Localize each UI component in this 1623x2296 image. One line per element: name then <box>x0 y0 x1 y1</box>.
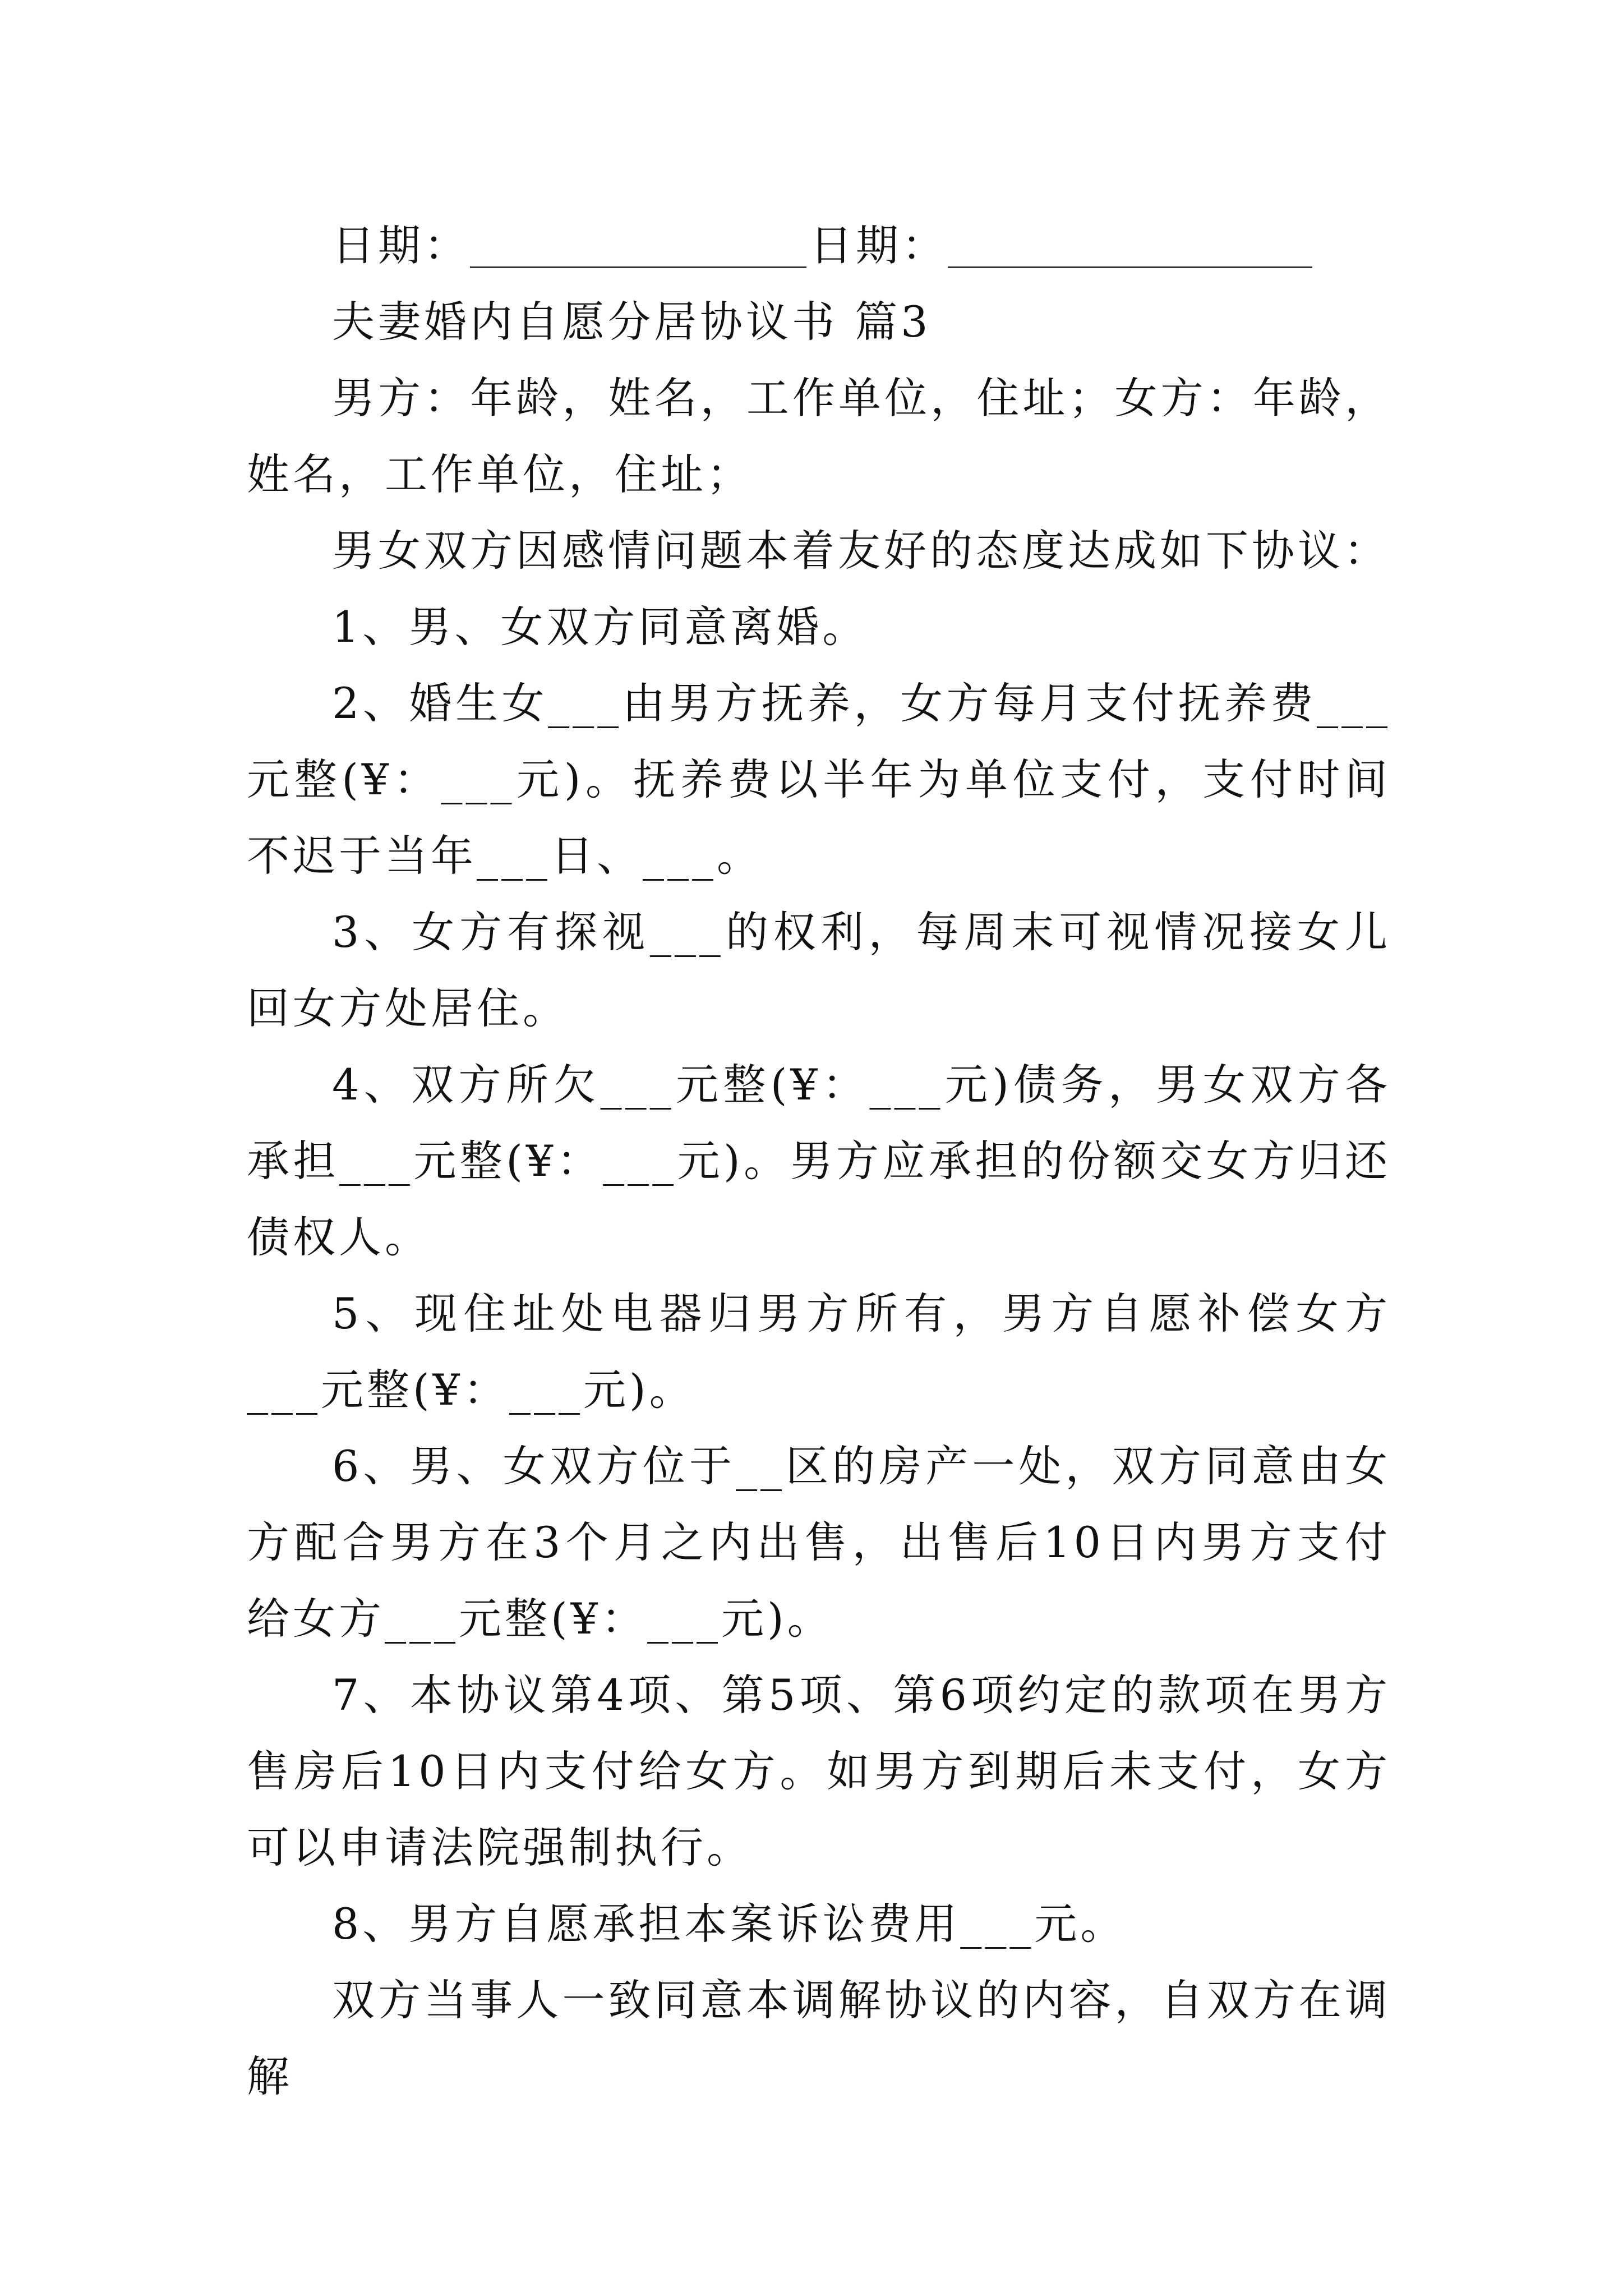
date-blank-1 <box>470 233 806 268</box>
date-blank-2 <box>948 233 1312 268</box>
date-signature-row <box>247 208 1391 284</box>
document-body <box>247 208 1391 2115</box>
clause-6: 6、男、女双方位于__区的房产一处，双方同意由女方配合男方在3个月之内出售，出售后10日内男方支付给女方___元整(¥：___元)。 <box>247 1441 1391 1644</box>
date-label-1: 日期： <box>332 220 470 270</box>
date-label-2: 日期： <box>810 220 948 270</box>
clause-8: 8、男方自愿承担本案诉讼费用___元。 <box>332 1899 1127 1949</box>
clause-5: 5、现住址处电器归男方所有，男方自愿补偿女方___元整(¥：___元)。 <box>247 1289 1391 1415</box>
clause-1: 1、男、女双方同意离婚。 <box>332 602 869 652</box>
clause-4: 4、双方所欠___元整(¥：___元)债务，男女双方各承担___元整(¥：___元)。男方应承担的份额交女方归还债权人。 <box>247 1060 1391 1262</box>
paragraph-closing: 双方当事人一致同意本调解协议的内容，自双方在调解 <box>247 1975 1391 2101</box>
clause-3: 3、女方有探视___的权利，每周末可视情况接女儿回女方处居住。 <box>247 907 1391 1033</box>
clause-7: 7、本协议第4项、第5项、第6项约定的款项在男方售房后10日内支付给女方。如男方到期后未支付，女方可以申请法院强制执行。 <box>247 1670 1391 1872</box>
clause-2: 2、婚生女___由男方抚养，女方每月支付抚养费___元整(¥：___元)。抚养费以半年为单位支付，支付时间不迟于当年___日、___。 <box>247 678 1391 881</box>
section-heading: 夫妻婚内自愿分居协议书 篇3 <box>332 297 932 347</box>
paragraph-intro: 男女双方因感情问题本着友好的态度达成如下协议： <box>332 526 1390 576</box>
paragraph-parties: 男方：年龄，姓名，工作单位，住址；女方：年龄，姓名，工作单位，住址； <box>247 373 1391 499</box>
